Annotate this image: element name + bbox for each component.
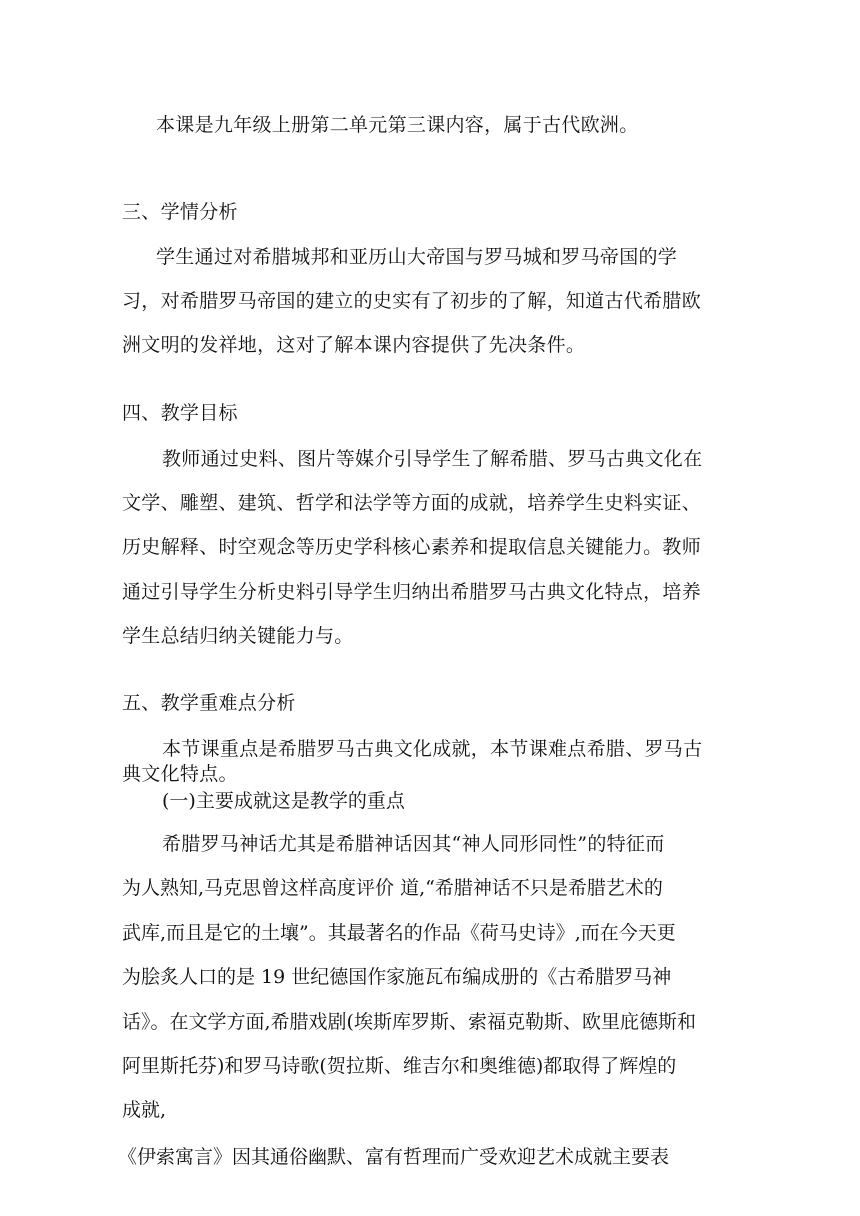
achievement-line: 武库,而且是它的土壤”。其最著名的作品《荷马史诗》,而在今天更 xyxy=(122,922,676,944)
achievement-line: 希腊罗马神话尤其是希腊神话因其“神人同形同性”的特征而 xyxy=(162,833,665,855)
goals-line: 通过引导学生分析史料引导学生归纳出希腊罗马古典文化特点，培养 xyxy=(122,581,702,603)
heading-teaching-goals: 四、教学目标 xyxy=(122,402,238,424)
keypoints-line: 典文化特点。 xyxy=(122,763,238,785)
heading-learning-analysis: 三、学情分析 xyxy=(122,201,238,223)
goals-line: 历史解释、时空观念等历史学科核心素养和提取信息关键能力。教师 xyxy=(122,536,702,558)
achievement-line: 为脍炙人口的是 19 世纪德国作家施瓦布编成册的《古希腊罗马神 xyxy=(122,966,672,988)
analysis-line: 洲文明的发祥地，这对了解本课内容提供了先决条件。 xyxy=(122,334,586,356)
intro-paragraph: 本课是九年级上册第二单元第三课内容，属于古代欧洲。 xyxy=(156,114,639,136)
analysis-line: 习，对希腊罗马帝国的建立的史实有了初步的了解，知道古代希腊欧 xyxy=(122,290,702,312)
goals-line: 文学、雕塑、建筑、哲学和法学等方面的成就，培养学生史料实证、 xyxy=(122,492,702,514)
goals-line: 学生总结归纳关键能力与。 xyxy=(122,625,354,647)
analysis-line: 学生通过对希腊城邦和亚历山大帝国与罗马城和罗马帝国的学 xyxy=(156,246,678,268)
achievement-line: 成就, xyxy=(122,1099,167,1121)
achievement-line: 为人熟知,马克思曾这样高度评价 道,“希腊神话不只是希腊艺术的 xyxy=(122,877,663,899)
aesop-line: 《伊索寓言》因其通俗幽默、富有哲理而广受欢迎艺术成就主要表 xyxy=(118,1146,670,1168)
achievement-line: 阿里斯托芬)和罗马诗歌(贺拉斯、维吉尔和奥维德)都取得了辉煌的 xyxy=(122,1055,677,1077)
keypoints-line: 本节课重点是希腊罗马古典文化成就，本节课难点希腊、罗马古 xyxy=(162,738,703,760)
achievement-line: 话》。在文学方面,希腊戏剧(埃斯库罗斯、索福克勒斯、欧里庇德斯和 xyxy=(122,1011,696,1033)
heading-key-points: 五、教学重难点分析 xyxy=(122,692,296,714)
subheading-main-achievements: (一)主要成就这是教学的重点 xyxy=(162,790,405,812)
goals-line: 教师通过史料、图片等媒介引导学生了解希腊、罗马古典文化在 xyxy=(162,448,703,470)
